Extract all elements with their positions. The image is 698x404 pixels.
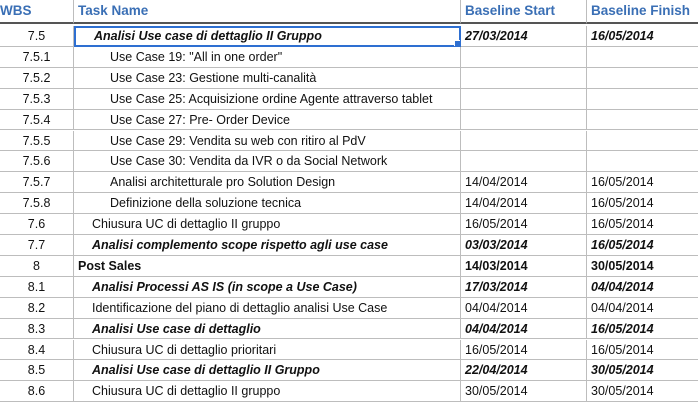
table-row xyxy=(0,89,698,110)
table-row xyxy=(0,172,698,193)
cell-task-name[interactable]: Use Case 27: Pre- Order Device xyxy=(74,110,461,131)
cell-task-name[interactable]: Analisi Use case di dettaglio II Gruppo xyxy=(74,360,461,381)
cell-wbs[interactable]: 7.5.4 xyxy=(0,110,74,131)
cell-task-name[interactable]: Identificazione del piano di dettaglio analisi Use Case xyxy=(74,298,461,319)
cell-task-name[interactable]: Use Case 23: Gestione multi-canalità xyxy=(74,68,461,89)
cell-wbs[interactable]: 7.5.2 xyxy=(0,68,74,89)
table-row xyxy=(0,110,698,131)
cell-baseline-start[interactable]: 22/04/2014 xyxy=(461,360,587,381)
cell-baseline-start[interactable] xyxy=(461,68,587,89)
cell-wbs[interactable]: 8.6 xyxy=(0,381,74,402)
table-row xyxy=(0,360,698,381)
cell-baseline-finish[interactable]: 04/04/2014 xyxy=(587,298,698,319)
cell-baseline-start[interactable]: 17/03/2014 xyxy=(461,277,587,298)
table-row xyxy=(0,319,698,340)
table-row xyxy=(0,340,698,361)
cell-wbs[interactable]: 8 xyxy=(0,256,74,277)
cell-baseline-start[interactable]: 04/04/2014 xyxy=(461,298,587,319)
cell-baseline-start[interactable]: 03/03/2014 xyxy=(461,235,587,256)
table-row xyxy=(0,214,698,235)
cell-wbs[interactable]: 8.3 xyxy=(0,319,74,340)
table-row xyxy=(0,193,698,214)
header-baseline-start[interactable]: Baseline Start xyxy=(461,0,587,24)
cell-baseline-finish[interactable]: 30/05/2014 xyxy=(587,381,698,402)
cell-baseline-start[interactable]: 30/05/2014 xyxy=(461,381,587,402)
cell-baseline-start[interactable] xyxy=(461,110,587,131)
cell-baseline-finish[interactable]: 16/05/2014 xyxy=(587,26,698,47)
cell-baseline-start[interactable]: 14/04/2014 xyxy=(461,193,587,214)
cell-wbs[interactable]: 8.5 xyxy=(0,360,74,381)
table-row xyxy=(0,68,698,89)
cell-baseline-finish[interactable] xyxy=(587,151,698,172)
cell-baseline-start[interactable] xyxy=(461,89,587,110)
cell-baseline-finish[interactable]: 30/05/2014 xyxy=(587,360,698,381)
cell-task-name[interactable]: Use Case 25: Acquisizione ordine Agente attraverso tablet xyxy=(74,89,461,110)
cell-wbs[interactable]: 7.7 xyxy=(0,235,74,256)
cell-task-name[interactable]: Analisi Processi AS IS (in scope a Use Case) xyxy=(74,277,461,298)
cell-task-name[interactable]: Chiusura UC di dettaglio prioritari xyxy=(74,340,461,361)
cell-wbs[interactable]: 7.5.5 xyxy=(0,131,74,152)
table-row xyxy=(0,277,698,298)
table-row xyxy=(0,26,698,47)
cell-wbs[interactable]: 8.2 xyxy=(0,298,74,319)
cell-baseline-start[interactable]: 16/05/2014 xyxy=(461,214,587,235)
cell-baseline-finish[interactable]: 16/05/2014 xyxy=(587,214,698,235)
cell-task-name[interactable]: Use Case 30: Vendita da IVR o da Social Network xyxy=(74,151,461,172)
header-wbs[interactable]: WBS xyxy=(0,0,74,24)
cell-task-name[interactable]: Definizione della soluzione tecnica xyxy=(74,193,461,214)
cell-baseline-finish[interactable] xyxy=(587,110,698,131)
cell-baseline-finish[interactable]: 16/05/2014 xyxy=(587,235,698,256)
cell-wbs[interactable]: 7.5.7 xyxy=(0,172,74,193)
cell-baseline-finish[interactable] xyxy=(587,89,698,110)
cell-task-name[interactable]: Analisi architetturale pro Solution Design xyxy=(74,172,461,193)
selection-fill-handle[interactable] xyxy=(454,40,461,47)
header-task-name[interactable]: Task Name xyxy=(74,0,461,24)
cell-wbs[interactable]: 7.5 xyxy=(0,26,74,47)
cell-baseline-finish[interactable]: 16/05/2014 xyxy=(587,172,698,193)
cell-wbs[interactable]: 8.1 xyxy=(0,277,74,298)
cell-baseline-start[interactable]: 14/04/2014 xyxy=(461,172,587,193)
cell-wbs[interactable]: 7.5.1 xyxy=(0,47,74,68)
table-row xyxy=(0,47,698,68)
header-row xyxy=(0,0,698,24)
cell-task-name[interactable]: Post Sales xyxy=(74,256,461,277)
cell-task-name[interactable]: Analisi complemento scope rispetto agli use case xyxy=(74,235,461,256)
table-row xyxy=(0,381,698,402)
cell-baseline-finish[interactable]: 16/05/2014 xyxy=(587,340,698,361)
cell-baseline-start[interactable] xyxy=(461,47,587,68)
cell-baseline-start[interactable]: 14/03/2014 xyxy=(461,256,587,277)
cell-task-name[interactable]: Use Case 29: Vendita su web con ritiro al PdV xyxy=(74,131,461,152)
cell-baseline-finish[interactable]: 30/05/2014 xyxy=(587,256,698,277)
table-row xyxy=(0,256,698,277)
cell-wbs[interactable]: 7.6 xyxy=(0,214,74,235)
cell-task-name[interactable]: Chiusura UC di dettaglio II gruppo xyxy=(74,381,461,402)
cell-wbs[interactable]: 7.5.8 xyxy=(0,193,74,214)
cell-wbs[interactable]: 8.4 xyxy=(0,340,74,361)
cell-baseline-start[interactable]: 27/03/2014 xyxy=(461,26,587,47)
cell-task-name[interactable]: Chiusura UC di dettaglio II gruppo xyxy=(74,214,461,235)
cell-baseline-finish[interactable]: 16/05/2014 xyxy=(587,193,698,214)
cell-baseline-finish[interactable]: 04/04/2014 xyxy=(587,277,698,298)
cell-baseline-start[interactable]: 16/05/2014 xyxy=(461,340,587,361)
cell-baseline-finish[interactable]: 16/05/2014 xyxy=(587,319,698,340)
cell-task-name[interactable]: Analisi Use case di dettaglio II Gruppo xyxy=(74,26,461,47)
table-row xyxy=(0,131,698,152)
cell-baseline-finish[interactable] xyxy=(587,68,698,89)
cell-baseline-start[interactable] xyxy=(461,151,587,172)
cell-task-name[interactable]: Analisi Use case di dettaglio xyxy=(74,319,461,340)
header-baseline-finish[interactable]: Baseline Finish xyxy=(587,0,698,24)
cell-baseline-start[interactable]: 04/04/2014 xyxy=(461,319,587,340)
cell-baseline-start[interactable] xyxy=(461,131,587,152)
table-row xyxy=(0,298,698,319)
table-row xyxy=(0,151,698,172)
table-row xyxy=(0,235,698,256)
cell-wbs[interactable]: 7.5.6 xyxy=(0,151,74,172)
cell-baseline-finish[interactable] xyxy=(587,47,698,68)
cell-baseline-finish[interactable] xyxy=(587,131,698,152)
cell-wbs[interactable]: 7.5.3 xyxy=(0,89,74,110)
cell-task-name[interactable]: Use Case 19: "All in one order" xyxy=(74,47,461,68)
